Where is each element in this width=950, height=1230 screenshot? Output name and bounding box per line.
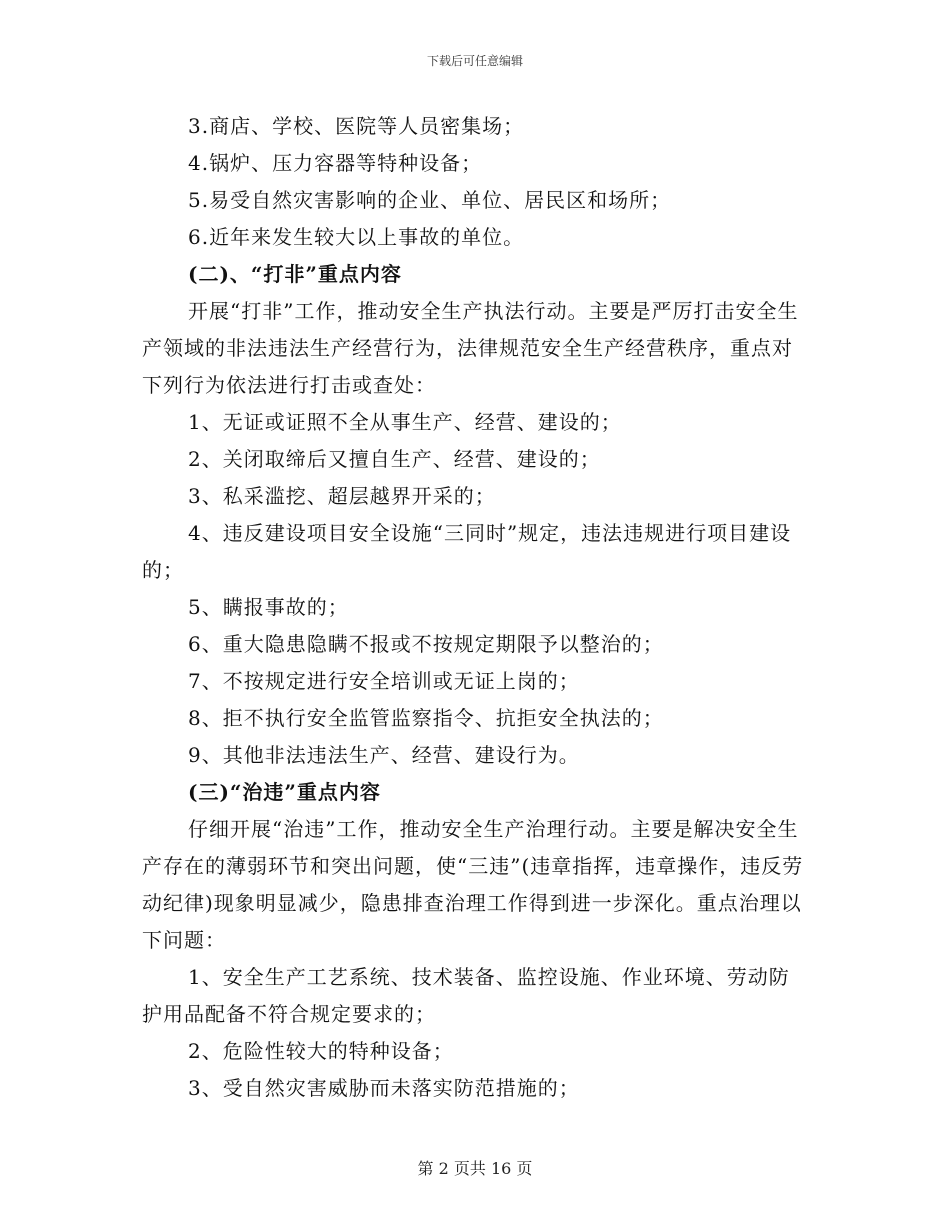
paragraph: 仔细开展“治违”工作，推动安全生产治理行动。主要是解决安全生产存在的薄弱环节和突出问题，使“三违”(违章指挥，违章操作，违反劳动纪律)现象明显减少，隐患排查治理工作得到进一步深化。重点治理以下问题：	[142, 817, 804, 952]
list-item: 5、瞒报事故的；	[188, 595, 349, 619]
paragraph: 开展“打非”工作，推动安全生产执法行动。主要是严厉打击安全生产领域的非法违法生产经营行为，法律规范安全生产经营秩序，重点对下列行为依法进行打击或查处：	[142, 299, 799, 397]
list-item: 3.商店、学校、医院等人员密集场；	[188, 114, 525, 138]
section-heading: (三)“治违”重点内容	[188, 780, 381, 804]
page-header: 下载后可任意编辑	[426, 54, 523, 68]
list-item: 2、危险性较大的特种设备；	[188, 1039, 454, 1063]
page-footer: 第 2 页共 16 页	[417, 1159, 533, 1178]
list-item: 7、不按规定进行安全培训或无证上岗的；	[188, 669, 580, 693]
list-item: 3、受自然灾害威胁而未落实防范措施的；	[188, 1076, 580, 1100]
list-item: 8、拒不执行安全监管监察指令、抗拒安全执法的；	[188, 706, 664, 730]
section-heading: (二)、“打非”重点内容	[188, 262, 402, 286]
document-body	[142, 108, 810, 1107]
list-item: 3、私采滥挖、超层越界开采的；	[188, 484, 496, 508]
list-item: 1、安全生产工艺系统、技术装备、监控设施、作业环境、劳动防护用品配备不符合规定要求的；	[142, 965, 790, 1026]
list-item: 9、其他非法违法生产、经营、建设行为。	[188, 743, 580, 767]
list-item: 6.近年来发生较大以上事故的单位。	[188, 225, 525, 249]
list-item: 6、重大隐患隐瞒不报或不按规定期限予以整治的；	[188, 632, 664, 656]
list-item: 4、违反建设项目安全设施“三同时”规定，违法违规进行项目建设的；	[142, 521, 792, 582]
list-item: 1、无证或证照不全从事生产、经营、建设的；	[188, 410, 622, 434]
list-item: 5.易受自然灾害影响的企业、单位、居民区和场所；	[188, 188, 672, 212]
list-item: 2、关闭取缔后又擅自生产、经营、建设的；	[188, 447, 601, 471]
list-item: 4.锅炉、压力容器等特种设备；	[188, 151, 483, 175]
